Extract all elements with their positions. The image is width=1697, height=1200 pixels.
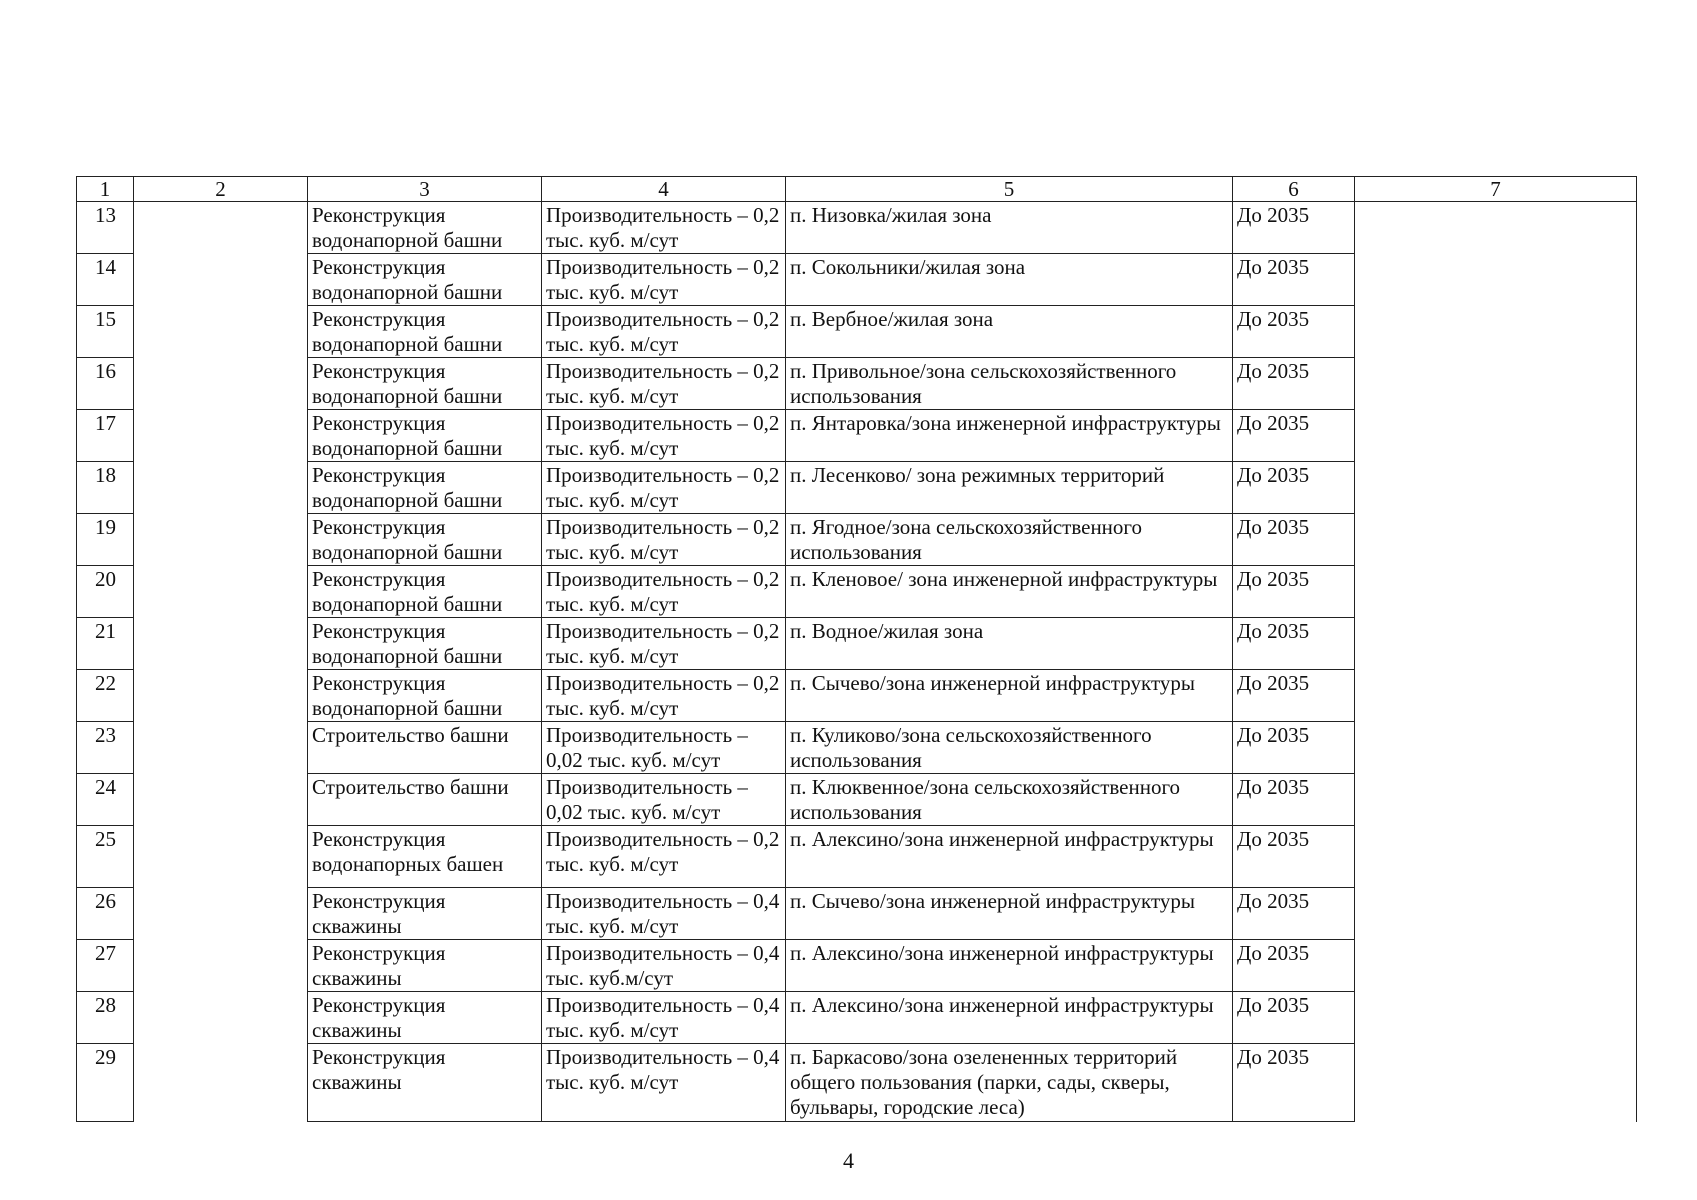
term-cell: До 2035 xyxy=(1233,888,1355,940)
col-header: 4 xyxy=(542,177,786,202)
term-cell: До 2035 xyxy=(1233,254,1355,306)
row-number-cell: 21 xyxy=(77,618,134,670)
column-7-cell xyxy=(1355,202,1637,254)
term-cell: До 2035 xyxy=(1233,358,1355,410)
row-number-cell: 14 xyxy=(77,254,134,306)
column-7-cell xyxy=(1355,358,1637,410)
term-cell: До 2035 xyxy=(1233,1044,1355,1122)
table-row xyxy=(77,774,1637,826)
column-2-cell xyxy=(134,254,308,306)
column-7-cell xyxy=(1355,306,1637,358)
table-row xyxy=(77,202,1637,254)
col-header: 2 xyxy=(134,177,308,202)
work-type-cell: Реконструкция скважины xyxy=(308,1044,542,1122)
location-zone-cell: п. Ягодное/зона сельскохозяйственного использования xyxy=(786,514,1233,566)
row-number-cell: 22 xyxy=(77,670,134,722)
row-number-cell: 24 xyxy=(77,774,134,826)
row-number-cell: 20 xyxy=(77,566,134,618)
table-row xyxy=(77,306,1637,358)
location-zone-cell: п. Кленовое/ зона инженерной инфраструктуры xyxy=(786,566,1233,618)
capacity-cell: Производительность – 0,2 тыс. куб. м/сут xyxy=(542,410,786,462)
location-zone-cell: п. Алексино/зона инженерной инфраструктуры xyxy=(786,940,1233,992)
capacity-cell: Производительность – 0,2 тыс. куб. м/сут xyxy=(542,670,786,722)
page-number: 4 xyxy=(843,1148,854,1173)
column-2-cell xyxy=(134,722,308,774)
column-2-cell xyxy=(134,992,308,1044)
col-header: 1 xyxy=(77,177,134,202)
row-number-cell: 29 xyxy=(77,1044,134,1122)
capacity-cell: Производительность – 0,2 тыс. куб. м/сут xyxy=(542,618,786,670)
capacity-cell: Производительность – 0,2 тыс. куб. м/сут xyxy=(542,254,786,306)
column-2-cell xyxy=(134,306,308,358)
capacity-cell: Производительность – 0,2 тыс. куб. м/сут xyxy=(542,566,786,618)
column-7-cell xyxy=(1355,888,1637,940)
capacity-cell: Производительность – 0,2 тыс. куб. м/сут xyxy=(542,826,786,888)
location-zone-cell: п. Алексино/зона инженерной инфраструктуры xyxy=(786,992,1233,1044)
column-7-cell xyxy=(1355,826,1637,888)
row-number-cell: 19 xyxy=(77,514,134,566)
location-zone-cell: п. Янтаровка/зона инженерной инфраструктуры xyxy=(786,410,1233,462)
column-2-cell xyxy=(134,462,308,514)
table-row xyxy=(77,670,1637,722)
term-cell: До 2035 xyxy=(1233,774,1355,826)
term-cell: До 2035 xyxy=(1233,566,1355,618)
column-7-cell xyxy=(1355,618,1637,670)
table-row xyxy=(77,462,1637,514)
column-2-cell xyxy=(134,888,308,940)
work-type-cell: Строительство башни xyxy=(308,722,542,774)
term-cell: До 2035 xyxy=(1233,992,1355,1044)
column-2-cell xyxy=(134,202,308,254)
row-number-cell: 13 xyxy=(77,202,134,254)
capacity-cell: Производительность – 0,4 тыс. куб. м/сут xyxy=(542,1044,786,1122)
capacity-cell: Производительность – 0,2 тыс. куб. м/сут xyxy=(542,306,786,358)
term-cell: До 2035 xyxy=(1233,410,1355,462)
location-zone-cell: п. Привольное/зона сельскохозяйственного использования xyxy=(786,358,1233,410)
capacity-cell: Производительность – 0,4 тыс. куб.м/сут xyxy=(542,940,786,992)
capacity-cell: Производительность – 0,02 тыс. куб. м/сут xyxy=(542,722,786,774)
location-zone-cell: п. Водное/жилая зона xyxy=(786,618,1233,670)
row-number-cell: 26 xyxy=(77,888,134,940)
column-number-row xyxy=(77,177,1637,202)
work-type-cell: Реконструкция водонапорной башни xyxy=(308,254,542,306)
term-cell: До 2035 xyxy=(1233,670,1355,722)
location-zone-cell: п. Вербное/жилая зона xyxy=(786,306,1233,358)
capacity-cell: Производительность – 0,2 тыс. куб. м/сут xyxy=(542,358,786,410)
capacity-cell: Производительность – 0,2 тыс. куб. м/сут xyxy=(542,462,786,514)
column-7-cell xyxy=(1355,462,1637,514)
table-row xyxy=(77,1044,1637,1122)
row-number-cell: 15 xyxy=(77,306,134,358)
measures-table xyxy=(76,176,1637,1122)
col-header: 6 xyxy=(1233,177,1355,202)
work-type-cell: Реконструкция водонапорной башни xyxy=(308,670,542,722)
table-row xyxy=(77,254,1637,306)
row-number-cell: 27 xyxy=(77,940,134,992)
table-body xyxy=(77,202,1637,1122)
table-row xyxy=(77,618,1637,670)
column-2-cell xyxy=(134,410,308,462)
work-type-cell: Реконструкция скважины xyxy=(308,888,542,940)
column-2-cell xyxy=(134,940,308,992)
location-zone-cell: п. Сычево/зона инженерной инфраструктуры xyxy=(786,670,1233,722)
column-7-cell xyxy=(1355,566,1637,618)
table-row xyxy=(77,358,1637,410)
column-2-cell xyxy=(134,618,308,670)
location-zone-cell: п. Куликово/зона сельскохозяйственного использования xyxy=(786,722,1233,774)
location-zone-cell: п. Низовка/жилая зона xyxy=(786,202,1233,254)
term-cell: До 2035 xyxy=(1233,202,1355,254)
column-7-cell xyxy=(1355,1044,1637,1122)
work-type-cell: Реконструкция водонапорной башни xyxy=(308,566,542,618)
capacity-cell: Производительность – 0,4 тыс. куб. м/сут xyxy=(542,992,786,1044)
work-type-cell: Реконструкция водонапорной башни xyxy=(308,410,542,462)
row-number-cell: 23 xyxy=(77,722,134,774)
column-7-cell xyxy=(1355,410,1637,462)
col-header: 3 xyxy=(308,177,542,202)
col-header: 5 xyxy=(786,177,1233,202)
term-cell: До 2035 xyxy=(1233,462,1355,514)
table-row xyxy=(77,722,1637,774)
location-zone-cell: п. Сокольники/жилая зона xyxy=(786,254,1233,306)
location-zone-cell: п. Лесенково/ зона режимных территорий xyxy=(786,462,1233,514)
term-cell: До 2035 xyxy=(1233,826,1355,888)
column-2-cell xyxy=(134,358,308,410)
column-7-cell xyxy=(1355,670,1637,722)
column-7-cell xyxy=(1355,722,1637,774)
table-row xyxy=(77,514,1637,566)
work-type-cell: Строительство башни xyxy=(308,774,542,826)
location-zone-cell: п. Баркасово/зона озелененных территорий общего пользования (парки, сады, скверы, бульвары, городские леса) xyxy=(786,1044,1233,1122)
location-zone-cell: п. Сычево/зона инженерной инфраструктуры xyxy=(786,888,1233,940)
work-type-cell: Реконструкция скважины xyxy=(308,992,542,1044)
column-2-cell xyxy=(134,1044,308,1122)
capacity-cell: Производительность – 0,2 тыс. куб. м/сут xyxy=(542,514,786,566)
col-header: 7 xyxy=(1355,177,1637,202)
work-type-cell: Реконструкция водонапорной башни xyxy=(308,514,542,566)
term-cell: До 2035 xyxy=(1233,306,1355,358)
capacity-cell: Производительность – 0,2 тыс. куб. м/сут xyxy=(542,202,786,254)
column-2-cell xyxy=(134,670,308,722)
column-2-cell xyxy=(134,826,308,888)
location-zone-cell: п. Алексино/зона инженерной инфраструктуры xyxy=(786,826,1233,888)
column-2-cell xyxy=(134,774,308,826)
capacity-cell: Производительность – 0,4 тыс. куб. м/сут xyxy=(542,888,786,940)
term-cell: До 2035 xyxy=(1233,514,1355,566)
column-7-cell xyxy=(1355,774,1637,826)
column-7-cell xyxy=(1355,992,1637,1044)
work-type-cell: Реконструкция скважины xyxy=(308,940,542,992)
table-row xyxy=(77,992,1637,1044)
term-cell: До 2035 xyxy=(1233,940,1355,992)
row-number-cell: 28 xyxy=(77,992,134,1044)
work-type-cell: Реконструкция водонапорной башни xyxy=(308,462,542,514)
term-cell: До 2035 xyxy=(1233,618,1355,670)
table-row xyxy=(77,888,1637,940)
column-2-cell xyxy=(134,514,308,566)
column-7-cell xyxy=(1355,514,1637,566)
table-row xyxy=(77,566,1637,618)
column-2-cell xyxy=(134,566,308,618)
location-zone-cell: п. Клюквенное/зона сельскохозяйственного использования xyxy=(786,774,1233,826)
work-type-cell: Реконструкция водонапорной башни xyxy=(308,202,542,254)
row-number-cell: 25 xyxy=(77,826,134,888)
work-type-cell: Реконструкция водонапорных башен xyxy=(308,826,542,888)
table-row xyxy=(77,410,1637,462)
column-7-cell xyxy=(1355,254,1637,306)
row-number-cell: 17 xyxy=(77,410,134,462)
table-row xyxy=(77,826,1637,888)
work-type-cell: Реконструкция водонапорной башни xyxy=(308,618,542,670)
row-number-cell: 18 xyxy=(77,462,134,514)
work-type-cell: Реконструкция водонапорной башни xyxy=(308,306,542,358)
column-7-cell xyxy=(1355,940,1637,992)
work-type-cell: Реконструкция водонапорной башни xyxy=(308,358,542,410)
table-row xyxy=(77,940,1637,992)
capacity-cell: Производительность – 0,02 тыс. куб. м/сут xyxy=(542,774,786,826)
term-cell: До 2035 xyxy=(1233,722,1355,774)
row-number-cell: 16 xyxy=(77,358,134,410)
